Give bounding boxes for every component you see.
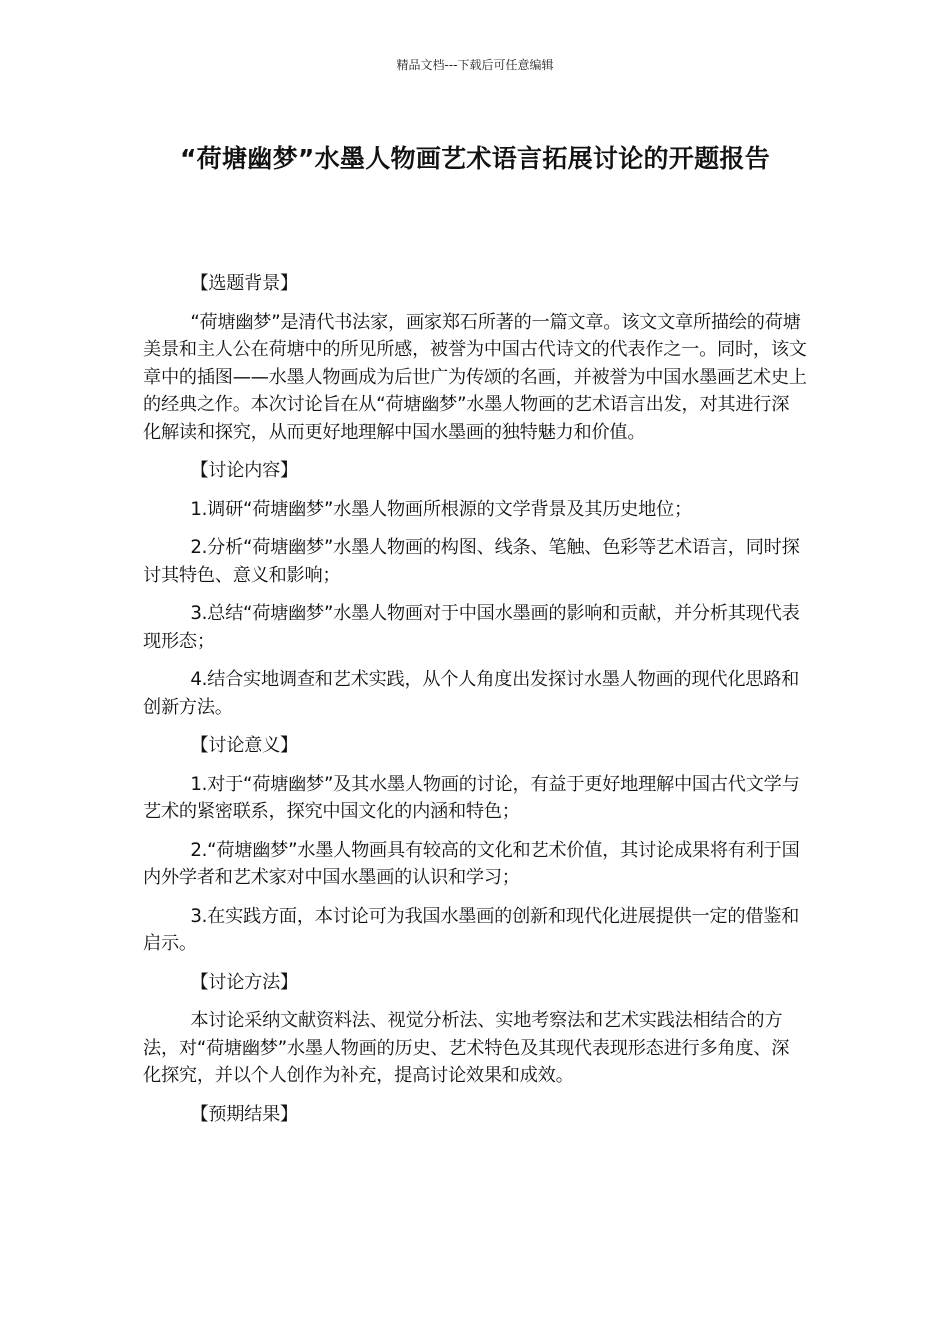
paragraph: “荷塘幽梦”是清代书法家，画家郑石所著的一篇文章。该文文章所描绘的荷塘美景和主人公在荷塘中的所见所感，被誉为中国古代诗文的代表作之一。同时，该文章中的插图——水墨人物画成为后世广为传颂的名画，并被誉为中国水墨画艺术史上的经典之作。本次讨论旨在从“荷塘幽梦”水墨人物画的艺术语言出发，对其进行深化解读和探究，从而更好地理解中国水墨画的独特魅力和价值。 [143,311,807,443]
section-heading: 【选题背景】 [190,273,298,294]
page-header: 精品文档---下载后可任意编辑 [396,58,554,72]
document-body [143,270,807,1139]
section-background [143,270,807,446]
list-item: 1.对于“荷塘幽梦”及其水墨人物画的讨论，有益于更好地理解中国古代文学与艺术的紧密联系，探究中国文化的内涵和特色； [143,773,800,822]
section-expected-results [143,1101,807,1129]
list-item: 3.总结“荷塘幽梦”水墨人物画对于中国水墨画的影响和贡献，并分析其现代表现形态； [143,603,800,652]
list-item: 3.在实践方面，本讨论可为我国水墨画的创新和现代化进展提供一定的借鉴和启示。 [143,905,800,954]
section-heading: 【预期结果】 [190,1103,298,1125]
document-title: “荷塘幽梦”水墨人物画艺术语言拓展讨论的开题报告 [179,144,771,173]
section-significance [143,732,807,958]
paragraph: 本讨论采纳文献资料法、视觉分析法、实地考察法和艺术实践法相结合的方法，对“荷塘幽梦”水墨人物画的历史、艺术特色及其现代表现形态进行多角度、深化探究，并以个人创作为补充，提高讨论效果和成效。 [143,1010,790,1086]
section-heading: 【讨论意义】 [190,735,298,756]
section-heading: 【讨论内容】 [190,460,298,481]
list-item: 1.调研“荷塘幽梦”水墨人物画所根源的文学背景及其历史地位； [190,498,692,520]
list-item: 2.分析“荷塘幽梦”水墨人物画的构图、线条、笔触、色彩等艺术语言，同时探讨其特色、意义和影响； [143,537,800,586]
section-methods [143,969,807,1090]
list-item: 2.“荷塘幽梦”水墨人物画具有较高的文化和艺术价值，其讨论成果将有利于国内外学者和艺术家对中国水墨画的认识和学习； [143,839,800,888]
section-content [143,457,807,721]
list-item: 4.结合实地调查和艺术实践，从个人角度出发探讨水墨人物画的现代化思路和创新方法。 [143,669,800,718]
section-heading: 【讨论方法】 [190,971,298,993]
